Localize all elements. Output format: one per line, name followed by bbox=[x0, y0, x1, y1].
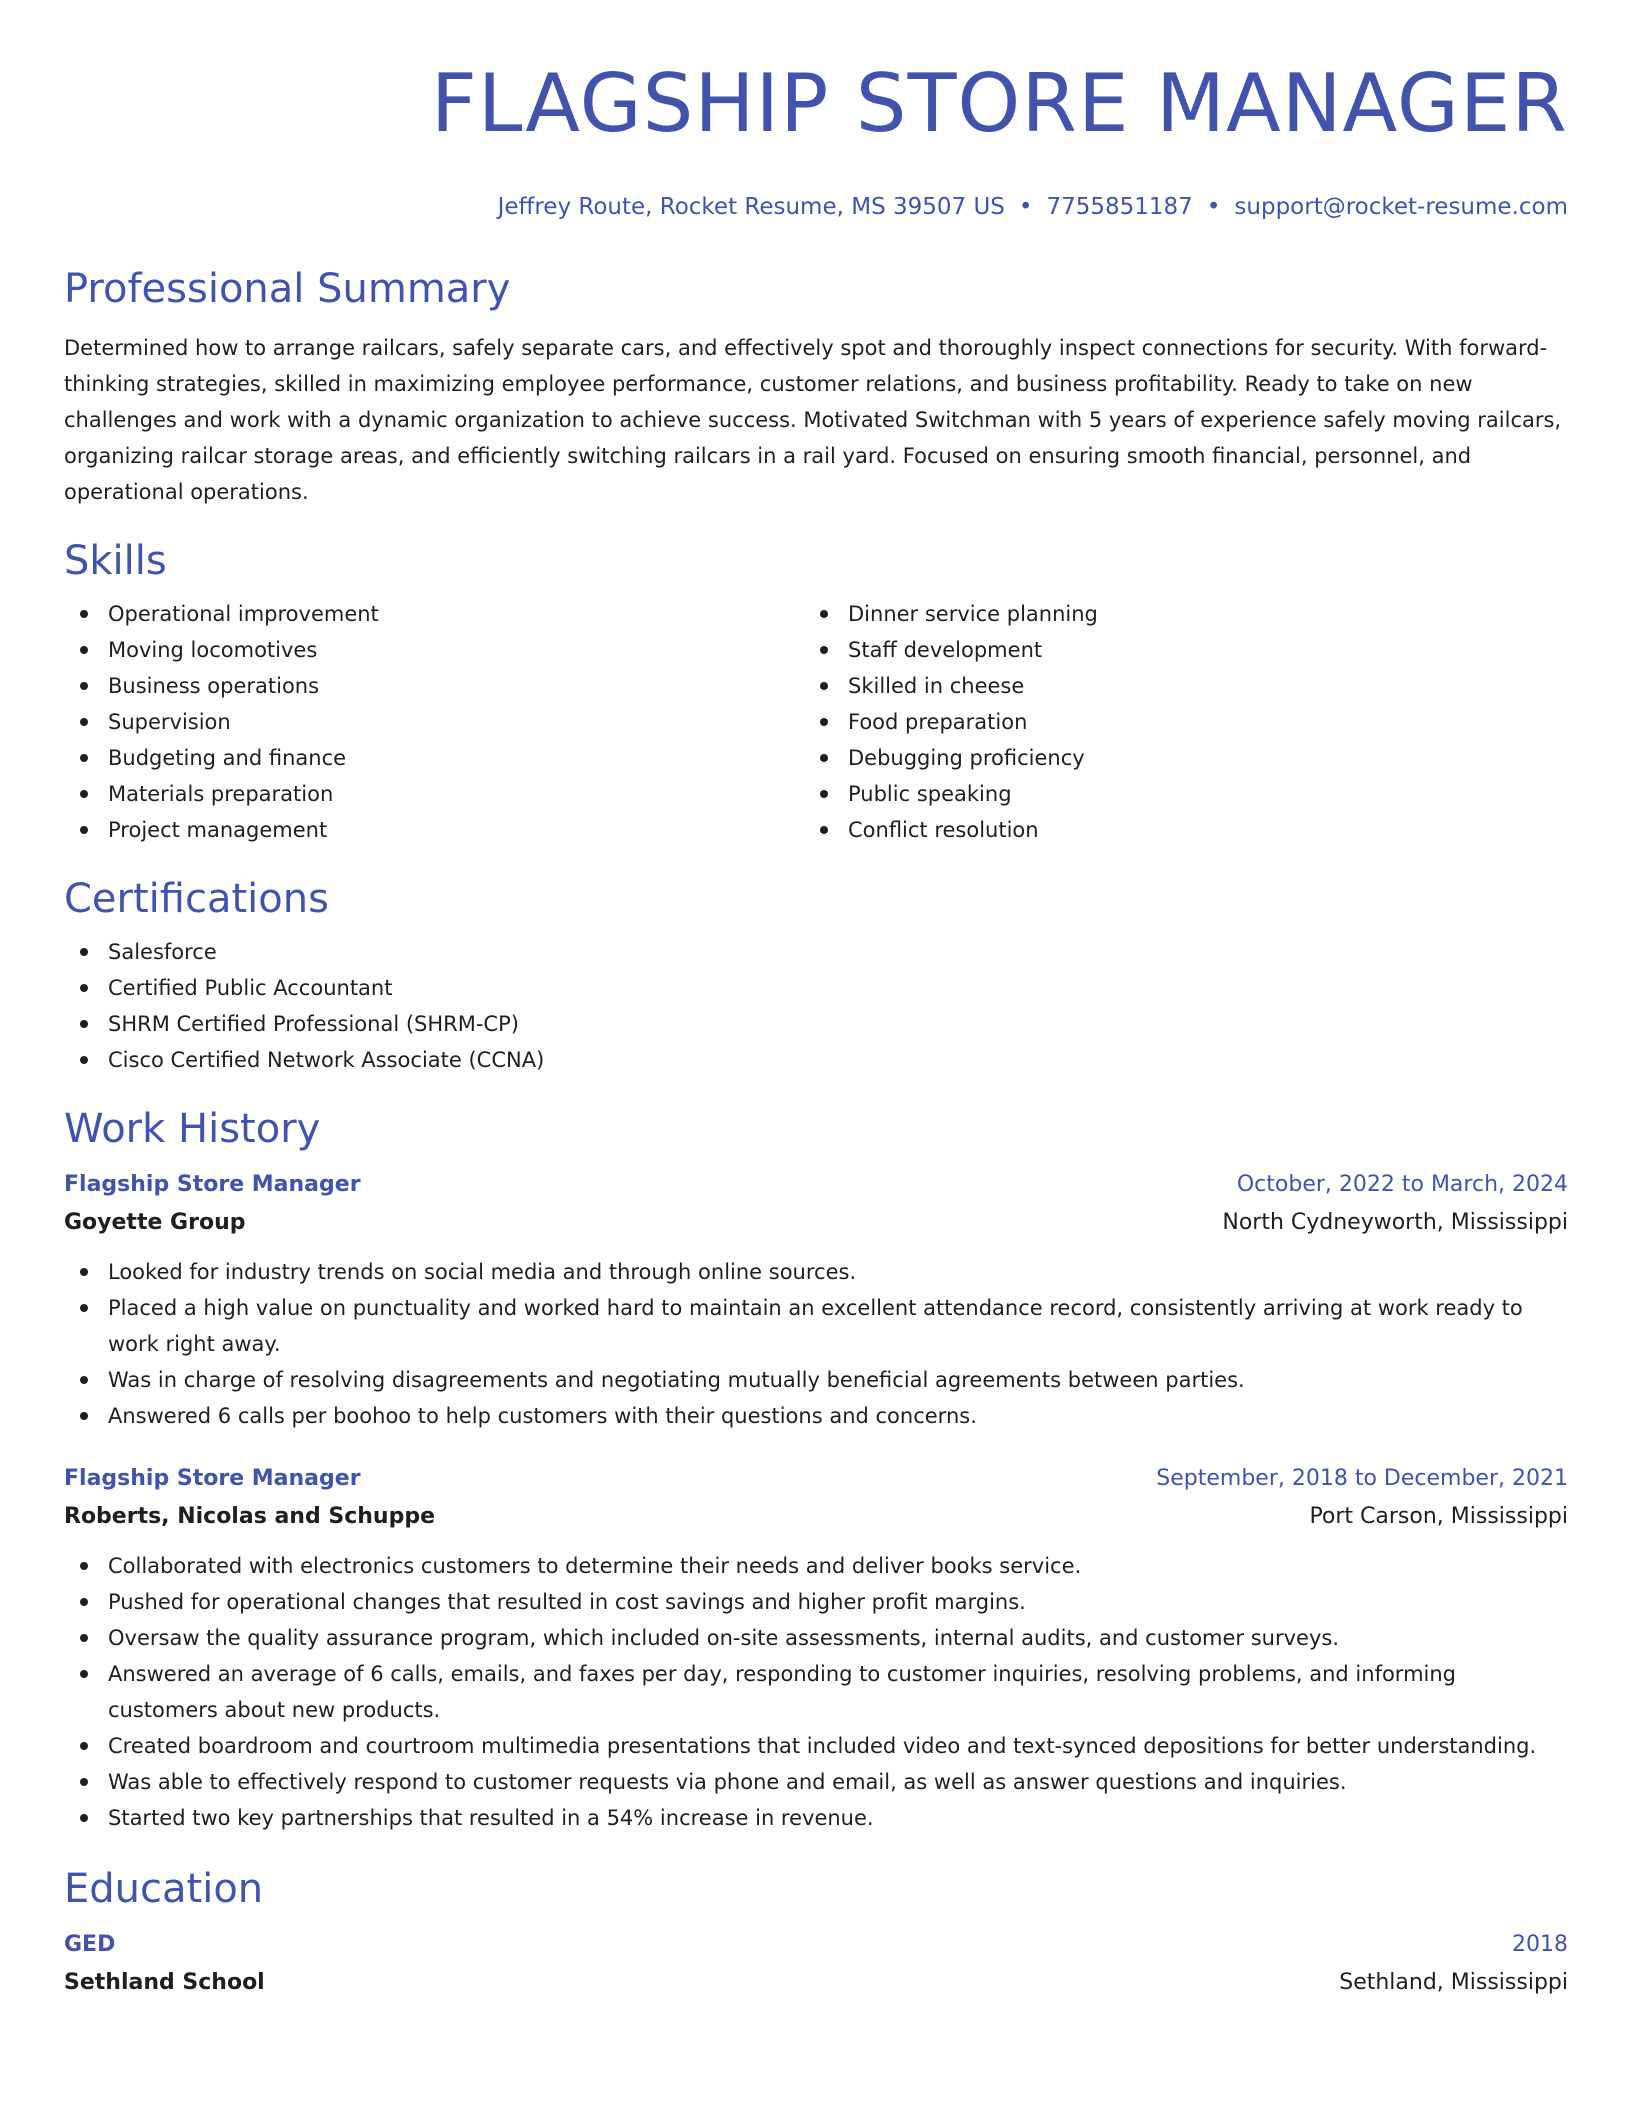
summary-heading: Professional Summary bbox=[64, 266, 511, 312]
skill-item: Staff development bbox=[804, 632, 1544, 668]
job-title-row bbox=[64, 1460, 1568, 1498]
summary-text: Determined how to arrange railcars, safely separate cars, and effectively spot and thoroughly inspect connections for security. With forward-thinking strategies, skilled in maximizing employee performance, customer relations, and business profitability. Ready to take on new challenges and work with a dynamic organization to achieve success. Motivated Switchman with 5 years of experience safely moving railcars, organizing railcar storage areas, and efficiently switching railcars in a rail yard. Focused on ensuring smooth financial, personnel, and operational operations. bbox=[64, 336, 1562, 504]
skill-item: Debugging proficiency bbox=[804, 740, 1544, 776]
education-school: Sethland School bbox=[64, 1970, 265, 1995]
resume-name: FLAGSHIP STORE MANAGER bbox=[430, 57, 1568, 150]
skill-item: Skilled in cheese bbox=[804, 668, 1544, 704]
certification-item: Certified Public Accountant bbox=[64, 970, 1568, 1006]
job-bullet: Collaborated with electronics customers to determine their needs and deliver books service. bbox=[64, 1548, 1568, 1584]
certification-item: Salesforce bbox=[64, 934, 1568, 970]
job-bullet: Oversaw the quality assurance program, which included on-site assessments, internal audits, and customer surveys. bbox=[64, 1620, 1568, 1656]
skill-item: Supervision bbox=[64, 704, 804, 740]
job-company-row bbox=[64, 1204, 1568, 1242]
job-company-row bbox=[64, 1498, 1568, 1536]
education-degree-row bbox=[64, 1926, 1568, 1964]
job-bullet: Looked for industry trends on social media and through online sources. bbox=[64, 1254, 1568, 1290]
job-bullet: Pushed for operational changes that resulted in cost savings and higher profit margins. bbox=[64, 1584, 1568, 1620]
skill-item: Operational improvement bbox=[64, 596, 804, 632]
job-bullet: Placed a high value on punctuality and worked hard to maintain an excellent attendance record, consistently arriving at work ready to work right away. bbox=[64, 1290, 1568, 1362]
certifications-section bbox=[64, 874, 1568, 1078]
contact-phone[interactable]: 7755851187 bbox=[1046, 194, 1193, 220]
contact-line bbox=[64, 192, 1568, 222]
resume-header bbox=[64, 0, 1568, 222]
job-location: North Cydneyworth, Mississippi bbox=[1222, 1210, 1568, 1235]
skill-item: Project management bbox=[64, 812, 804, 848]
job-bullets bbox=[64, 1548, 1568, 1836]
job-location: Port Carson, Mississippi bbox=[1309, 1504, 1568, 1529]
job-bullet: Answered an average of 6 calls, emails, and faxes per day, responding to customer inquiries, resolving problems, and informing customers about new products. bbox=[64, 1656, 1568, 1728]
skill-item: Food preparation bbox=[804, 704, 1544, 740]
skill-item: Moving locomotives bbox=[64, 632, 804, 668]
skills-grid bbox=[64, 596, 1568, 848]
certification-item: Cisco Certified Network Associate (CCNA) bbox=[64, 1042, 1568, 1078]
certification-item: SHRM Certified Professional (SHRM-CP) bbox=[64, 1006, 1568, 1042]
skill-item: Conflict resolution bbox=[804, 812, 1544, 848]
job-bullet: Created boardroom and courtroom multimedia presentations that included video and text-synced depositions for better understanding. bbox=[64, 1728, 1568, 1764]
skill-item: Dinner service planning bbox=[804, 596, 1544, 632]
education-year: 2018 bbox=[1512, 1932, 1568, 1957]
education-section bbox=[64, 1864, 1568, 2002]
certifications-list bbox=[64, 934, 1568, 1078]
job-bullet: Was in charge of resolving disagreements and negotiating mutually beneficial agreements between parties. bbox=[64, 1362, 1568, 1398]
job-entry bbox=[64, 1166, 1568, 1434]
job-company: Roberts, Nicolas and Schuppe bbox=[64, 1504, 435, 1529]
skills-list-right bbox=[804, 596, 1544, 848]
job-bullet: Answered 6 calls per boohoo to help customers with their questions and concerns. bbox=[64, 1398, 1568, 1434]
summary-section bbox=[64, 264, 1568, 510]
job-entry bbox=[64, 1460, 1568, 1836]
job-dates: October, 2022 to March, 2024 bbox=[1236, 1172, 1568, 1197]
work-history-section bbox=[64, 1104, 1568, 1836]
job-dates: September, 2018 to December, 2021 bbox=[1156, 1466, 1568, 1491]
work-history-heading: Work History bbox=[64, 1106, 321, 1152]
job-title: Flagship Store Manager bbox=[64, 1172, 361, 1197]
skill-item: Budgeting and finance bbox=[64, 740, 804, 776]
job-bullet: Was able to effectively respond to customer requests via phone and email, as well as answer questions and inquiries. bbox=[64, 1764, 1568, 1800]
education-school-row bbox=[64, 1964, 1568, 2002]
contact-email[interactable]: support@rocket-resume.com bbox=[1234, 194, 1568, 220]
job-title-row bbox=[64, 1166, 1568, 1204]
job-title: Flagship Store Manager bbox=[64, 1466, 361, 1491]
job-company: Goyette Group bbox=[64, 1210, 246, 1235]
job-bullets bbox=[64, 1254, 1568, 1434]
contact-separator: • bbox=[1206, 194, 1221, 220]
skill-item: Business operations bbox=[64, 668, 804, 704]
skill-item: Materials preparation bbox=[64, 776, 804, 812]
skill-item: Public speaking bbox=[804, 776, 1544, 812]
education-heading: Education bbox=[64, 1866, 264, 1912]
skills-list-left bbox=[64, 596, 804, 848]
contact-separator: • bbox=[1018, 194, 1033, 220]
education-entry bbox=[64, 1926, 1568, 2002]
job-bullet: Started two key partnerships that resulted in a 54% increase in revenue. bbox=[64, 1800, 1568, 1836]
certifications-heading: Certifications bbox=[64, 876, 329, 922]
skills-section bbox=[64, 536, 1568, 848]
education-location: Sethland, Mississippi bbox=[1339, 1970, 1568, 1995]
education-degree: GED bbox=[64, 1932, 116, 1957]
skills-heading: Skills bbox=[64, 538, 167, 584]
contact-address: Jeffrey Route, Rocket Resume, MS 39507 US bbox=[497, 194, 1005, 220]
